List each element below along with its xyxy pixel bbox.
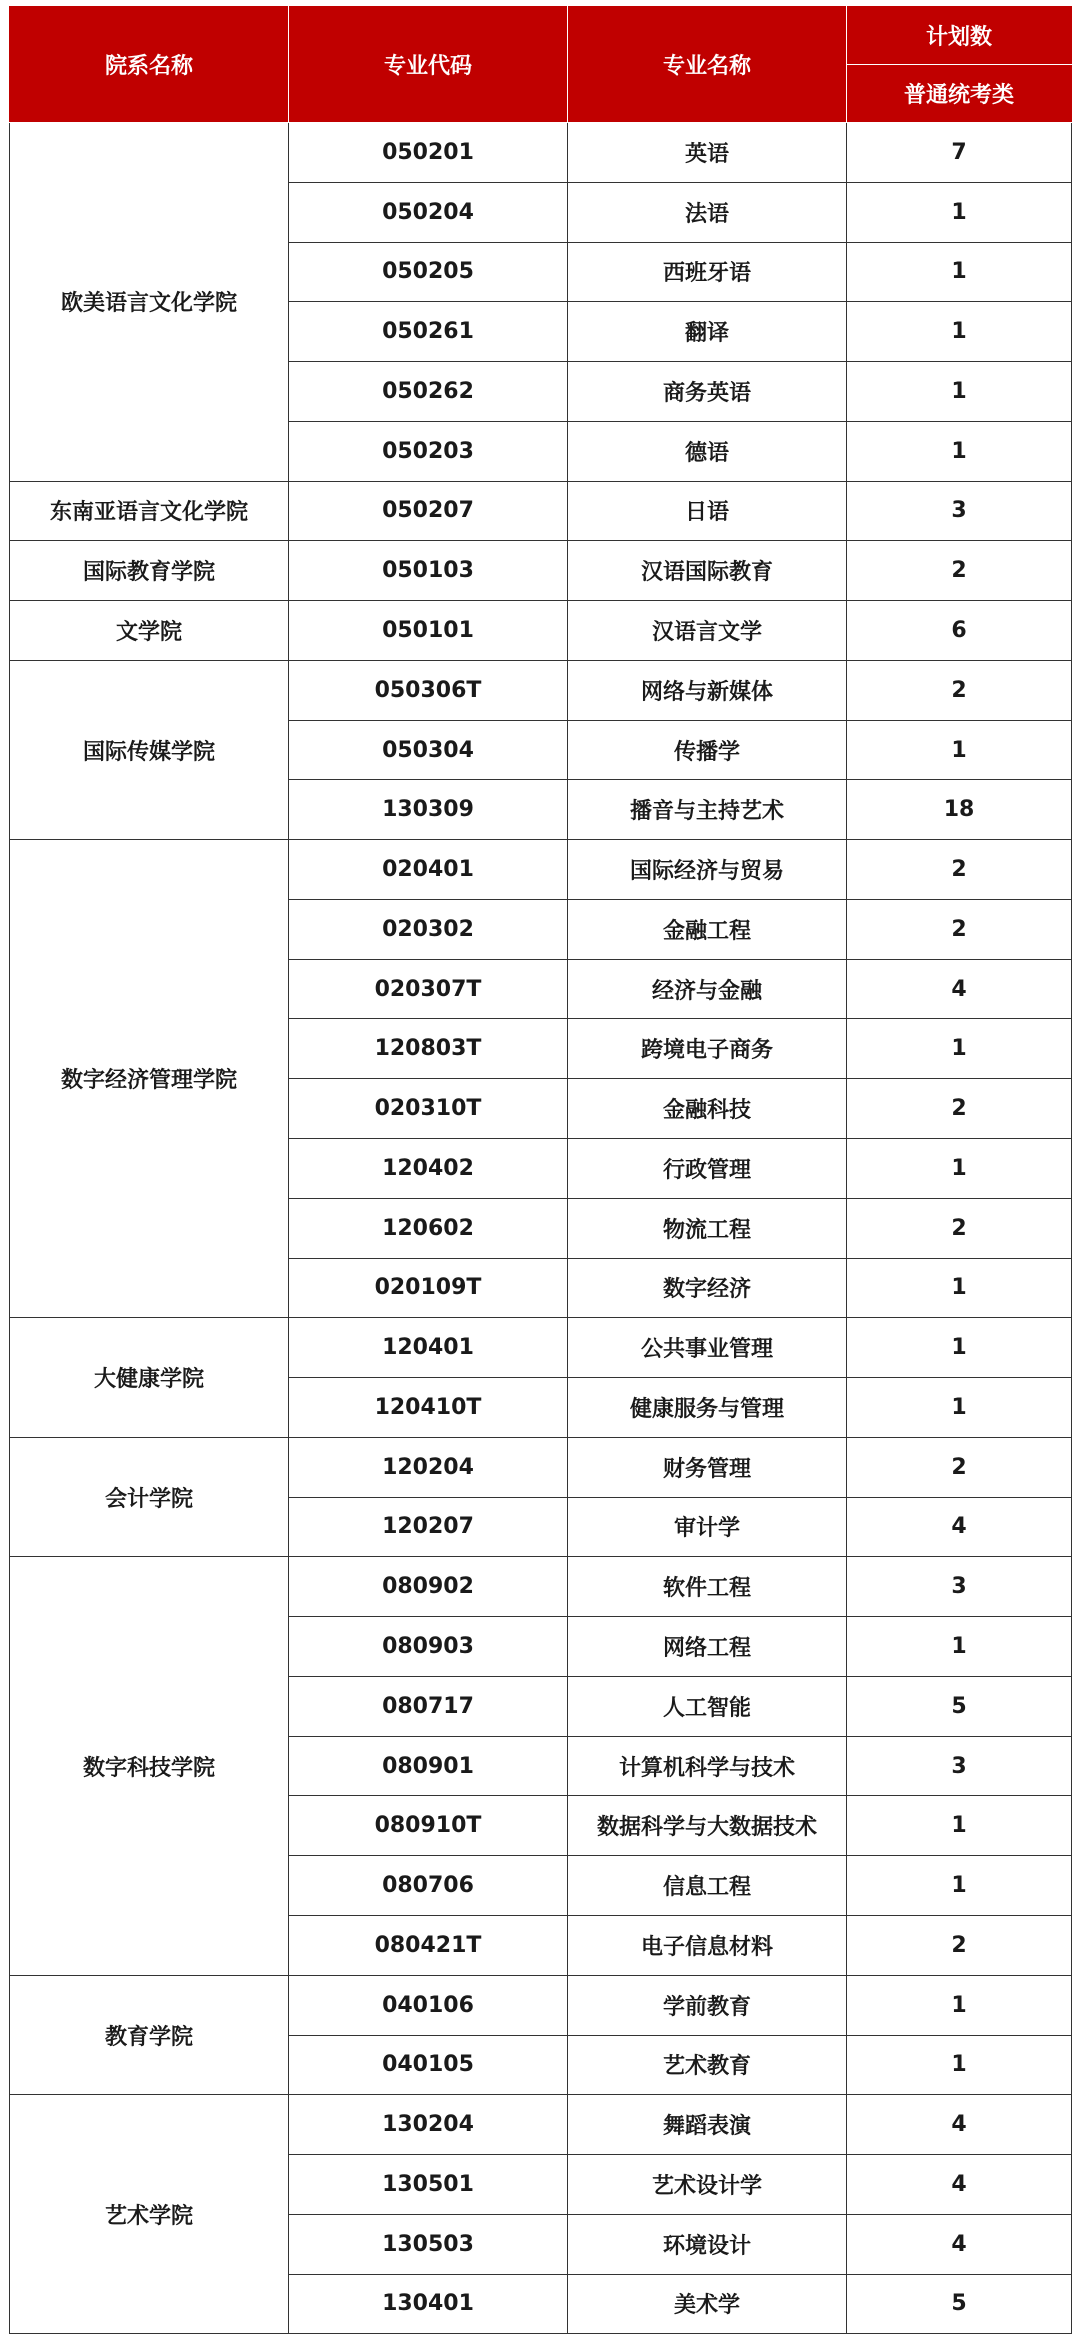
major-name-cell: 艺术教育 bbox=[568, 2035, 847, 2095]
major-name-cell: 网络工程 bbox=[568, 1617, 847, 1677]
major-code-cell: 050262 bbox=[289, 362, 568, 422]
major-name-cell: 英语 bbox=[568, 123, 847, 183]
major-name-cell: 艺术设计学 bbox=[568, 2155, 847, 2215]
plan-count-cell: 1 bbox=[847, 1796, 1072, 1856]
plan-count-cell: 4 bbox=[847, 2214, 1072, 2274]
plan-count-cell: 18 bbox=[847, 780, 1072, 840]
major-code-cell: 120602 bbox=[289, 1198, 568, 1258]
major-name-cell: 金融工程 bbox=[568, 899, 847, 959]
major-name-cell: 汉语言文学 bbox=[568, 601, 847, 661]
college-name-cell: 东南亚语言文化学院 bbox=[10, 481, 289, 541]
table-row bbox=[10, 601, 1072, 661]
major-code-cell: 040105 bbox=[289, 2035, 568, 2095]
major-name-cell: 翻译 bbox=[568, 302, 847, 362]
major-code-cell: 130503 bbox=[289, 2214, 568, 2274]
major-code-cell: 120207 bbox=[289, 1497, 568, 1557]
table-row bbox=[10, 481, 1072, 541]
major-name-cell: 财务管理 bbox=[568, 1437, 847, 1497]
major-code-cell: 120401 bbox=[289, 1318, 568, 1378]
major-name-cell: 软件工程 bbox=[568, 1557, 847, 1617]
major-code-cell: 040106 bbox=[289, 1975, 568, 2035]
major-code-cell: 130501 bbox=[289, 2155, 568, 2215]
major-code-cell: 080902 bbox=[289, 1557, 568, 1617]
major-name-cell: 舞蹈表演 bbox=[568, 2095, 847, 2155]
plan-count-cell: 2 bbox=[847, 1079, 1072, 1139]
major-name-cell: 美术学 bbox=[568, 2274, 847, 2334]
plan-count-cell: 1 bbox=[847, 2035, 1072, 2095]
table-row bbox=[10, 1557, 1072, 1617]
plan-count-cell: 2 bbox=[847, 1915, 1072, 1975]
major-code-cell: 050204 bbox=[289, 182, 568, 242]
major-code-cell: 020310T bbox=[289, 1079, 568, 1139]
major-name-cell: 计算机科学与技术 bbox=[568, 1736, 847, 1796]
major-name-cell: 行政管理 bbox=[568, 1139, 847, 1199]
major-name-cell: 商务英语 bbox=[568, 362, 847, 422]
major-name-cell: 金融科技 bbox=[568, 1079, 847, 1139]
major-name-cell: 人工智能 bbox=[568, 1676, 847, 1736]
plan-count-cell: 2 bbox=[847, 1198, 1072, 1258]
major-code-cell: 020302 bbox=[289, 899, 568, 959]
plan-count-cell: 1 bbox=[847, 1258, 1072, 1318]
plan-count-cell: 1 bbox=[847, 1975, 1072, 2035]
enrollment-plan-table bbox=[9, 6, 1072, 2334]
major-name-cell: 法语 bbox=[568, 182, 847, 242]
major-code-cell: 050103 bbox=[289, 541, 568, 601]
major-name-cell: 电子信息材料 bbox=[568, 1915, 847, 1975]
college-name-cell: 艺术学院 bbox=[10, 2095, 289, 2334]
major-name-cell: 环境设计 bbox=[568, 2214, 847, 2274]
table-row bbox=[10, 1318, 1072, 1378]
college-name-cell: 数字经济管理学院 bbox=[10, 840, 289, 1318]
major-code-cell: 080717 bbox=[289, 1676, 568, 1736]
major-code-cell: 020307T bbox=[289, 959, 568, 1019]
college-name-cell: 国际教育学院 bbox=[10, 541, 289, 601]
plan-count-cell: 2 bbox=[847, 541, 1072, 601]
major-name-cell: 物流工程 bbox=[568, 1198, 847, 1258]
plan-count-cell: 2 bbox=[847, 1437, 1072, 1497]
table-row bbox=[10, 1437, 1072, 1497]
header-plan: 计划数 bbox=[847, 7, 1072, 65]
major-code-cell: 050304 bbox=[289, 720, 568, 780]
major-name-cell: 网络与新媒体 bbox=[568, 660, 847, 720]
table-row bbox=[10, 123, 1072, 183]
major-code-cell: 050101 bbox=[289, 601, 568, 661]
table-row bbox=[10, 541, 1072, 601]
plan-count-cell: 1 bbox=[847, 1378, 1072, 1438]
major-code-cell: 080706 bbox=[289, 1856, 568, 1916]
major-code-cell: 080421T bbox=[289, 1915, 568, 1975]
enrollment-plan-table-container bbox=[9, 6, 1071, 2334]
plan-count-cell: 3 bbox=[847, 1557, 1072, 1617]
major-code-cell: 020401 bbox=[289, 840, 568, 900]
major-code-cell: 050306T bbox=[289, 660, 568, 720]
college-name-cell: 国际传媒学院 bbox=[10, 660, 289, 839]
plan-count-cell: 1 bbox=[847, 1019, 1072, 1079]
major-code-cell: 130401 bbox=[289, 2274, 568, 2334]
table-row bbox=[10, 660, 1072, 720]
major-code-cell: 050207 bbox=[289, 481, 568, 541]
plan-count-cell: 1 bbox=[847, 1856, 1072, 1916]
plan-count-cell: 3 bbox=[847, 1736, 1072, 1796]
major-name-cell: 国际经济与贸易 bbox=[568, 840, 847, 900]
major-name-cell: 日语 bbox=[568, 481, 847, 541]
table-header bbox=[10, 7, 1072, 123]
table-row bbox=[10, 840, 1072, 900]
plan-count-cell: 1 bbox=[847, 362, 1072, 422]
plan-count-cell: 2 bbox=[847, 840, 1072, 900]
table-body bbox=[10, 123, 1072, 2334]
major-name-cell: 传播学 bbox=[568, 720, 847, 780]
major-code-cell: 050201 bbox=[289, 123, 568, 183]
plan-count-cell: 1 bbox=[847, 720, 1072, 780]
major-code-cell: 120204 bbox=[289, 1437, 568, 1497]
plan-count-cell: 1 bbox=[847, 1318, 1072, 1378]
major-code-cell: 130309 bbox=[289, 780, 568, 840]
major-name-cell: 西班牙语 bbox=[568, 242, 847, 302]
table-row bbox=[10, 2095, 1072, 2155]
major-name-cell: 播音与主持艺术 bbox=[568, 780, 847, 840]
major-name-cell: 信息工程 bbox=[568, 1856, 847, 1916]
major-name-cell: 公共事业管理 bbox=[568, 1318, 847, 1378]
header-plan-sub: 普通统考类 bbox=[847, 65, 1072, 123]
major-code-cell: 120410T bbox=[289, 1378, 568, 1438]
college-name-cell: 欧美语言文化学院 bbox=[10, 123, 289, 482]
plan-count-cell: 2 bbox=[847, 899, 1072, 959]
major-code-cell: 080901 bbox=[289, 1736, 568, 1796]
plan-count-cell: 1 bbox=[847, 302, 1072, 362]
college-name-cell: 会计学院 bbox=[10, 1437, 289, 1557]
header-code: 专业代码 bbox=[289, 7, 568, 123]
major-code-cell: 130204 bbox=[289, 2095, 568, 2155]
college-name-cell: 教育学院 bbox=[10, 1975, 289, 2095]
college-name-cell: 大健康学院 bbox=[10, 1318, 289, 1438]
plan-count-cell: 1 bbox=[847, 421, 1072, 481]
plan-count-cell: 4 bbox=[847, 2155, 1072, 2215]
header-college: 院系名称 bbox=[10, 7, 289, 123]
major-code-cell: 020109T bbox=[289, 1258, 568, 1318]
table-row bbox=[10, 1975, 1072, 2035]
major-code-cell: 050205 bbox=[289, 242, 568, 302]
plan-count-cell: 4 bbox=[847, 1497, 1072, 1557]
major-name-cell: 学前教育 bbox=[568, 1975, 847, 2035]
major-name-cell: 跨境电子商务 bbox=[568, 1019, 847, 1079]
plan-count-cell: 1 bbox=[847, 1139, 1072, 1199]
plan-count-cell: 6 bbox=[847, 601, 1072, 661]
major-code-cell: 050261 bbox=[289, 302, 568, 362]
plan-count-cell: 7 bbox=[847, 123, 1072, 183]
major-name-cell: 汉语国际教育 bbox=[568, 541, 847, 601]
plan-count-cell: 1 bbox=[847, 1617, 1072, 1677]
plan-count-cell: 4 bbox=[847, 959, 1072, 1019]
major-code-cell: 120803T bbox=[289, 1019, 568, 1079]
plan-count-cell: 5 bbox=[847, 2274, 1072, 2334]
major-name-cell: 德语 bbox=[568, 421, 847, 481]
plan-count-cell: 1 bbox=[847, 242, 1072, 302]
major-code-cell: 080903 bbox=[289, 1617, 568, 1677]
major-name-cell: 经济与金融 bbox=[568, 959, 847, 1019]
plan-count-cell: 1 bbox=[847, 182, 1072, 242]
major-code-cell: 080910T bbox=[289, 1796, 568, 1856]
major-name-cell: 健康服务与管理 bbox=[568, 1378, 847, 1438]
plan-count-cell: 3 bbox=[847, 481, 1072, 541]
plan-count-cell: 2 bbox=[847, 660, 1072, 720]
major-name-cell: 数字经济 bbox=[568, 1258, 847, 1318]
plan-count-cell: 4 bbox=[847, 2095, 1072, 2155]
major-code-cell: 120402 bbox=[289, 1139, 568, 1199]
plan-count-cell: 5 bbox=[847, 1676, 1072, 1736]
major-name-cell: 审计学 bbox=[568, 1497, 847, 1557]
major-code-cell: 050203 bbox=[289, 421, 568, 481]
header-major: 专业名称 bbox=[568, 7, 847, 123]
college-name-cell: 文学院 bbox=[10, 601, 289, 661]
major-name-cell: 数据科学与大数据技术 bbox=[568, 1796, 847, 1856]
college-name-cell: 数字科技学院 bbox=[10, 1557, 289, 1975]
